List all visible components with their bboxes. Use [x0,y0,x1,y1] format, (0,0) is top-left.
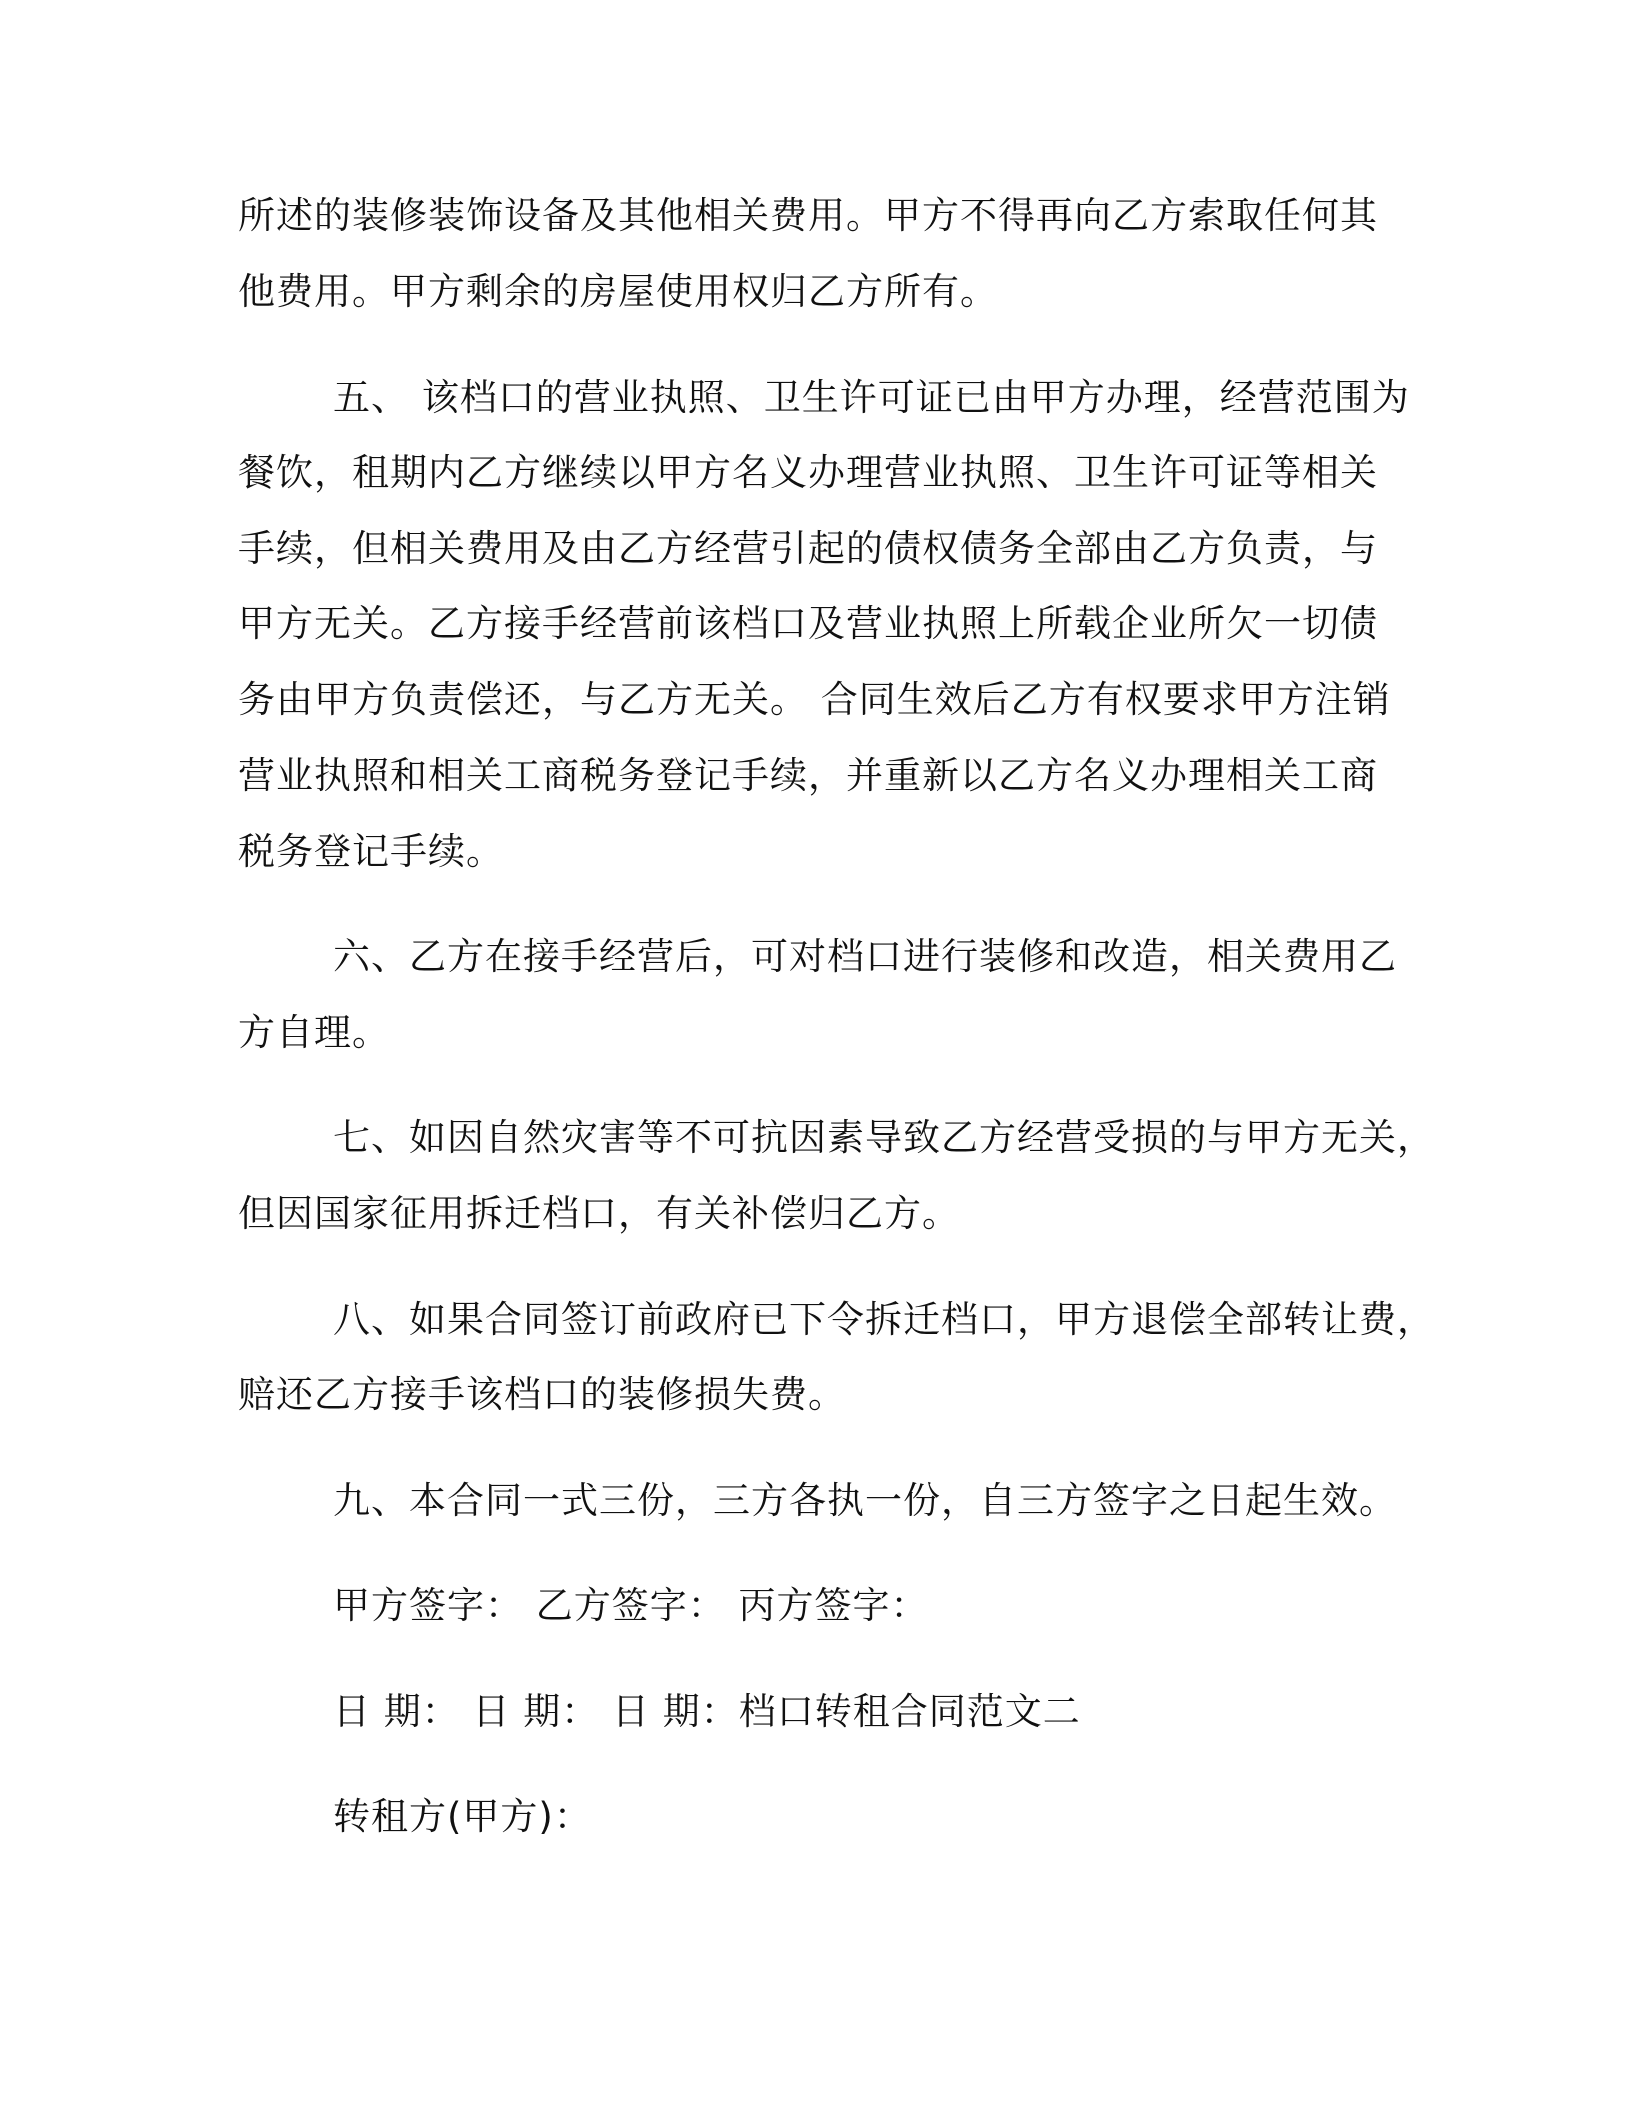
text-line: 务由甲方负责偿还，与乙方无关。 合同生效后乙方有权要求甲方注销 [238,678,1391,721]
clause-8-heading-line: 八、如果合同签订前政府已下令拆迁档口，甲方退偿全部转让费， [333,1298,1435,1341]
clause-6-heading-line: 六、乙方在接手经营后，可对档口进行装修和改造，相关费用乙 [333,935,1397,978]
text-line: 手续，但相关费用及由乙方经营引起的债权债务全部由乙方负责，与 [238,527,1378,570]
clause-5-heading-line: 五、 该档口的营业执照、卫生许可证已由甲方办理，经营范围为 [333,376,1410,419]
date-line: 日 期： 日 期： 日 期：档口转租合同范文二 [333,1690,1081,1733]
text-line: 甲方无关。乙方接手经营前该档口及营业执照上所载企业所欠一切债 [238,602,1378,645]
signature-line: 甲方签字： 乙方签字： 丙方签字： [333,1584,929,1627]
text-line: 赔还乙方接手该档口的装修损失费。 [238,1373,846,1416]
sublessor-line: 转租方(甲方)： [333,1795,592,1838]
text-line: 餐饮，租期内乙方继续以甲方名义办理营业执照、卫生许可证等相关 [238,451,1378,494]
text-line: 方自理。 [238,1011,390,1054]
clause-7-heading-line: 七、如因自然灾害等不可抗因素导致乙方经营受损的与甲方无关， [333,1116,1435,1159]
text-line: 所述的装修装饰设备及其他相关费用。甲方不得再向乙方索取任何其 [238,194,1378,237]
text-line: 但因国家征用拆迁档口，有关补偿归乙方。 [238,1192,960,1235]
text-line: 他费用。甲方剩余的房屋使用权归乙方所有。 [238,270,998,313]
clause-9-line: 九、本合同一式三份，三方各执一份，自三方签字之日起生效。 [333,1479,1397,1522]
text-line: 税务登记手续。 [238,830,504,873]
text-line: 营业执照和相关工商税务登记手续，并重新以乙方名义办理相关工商 [238,754,1378,797]
